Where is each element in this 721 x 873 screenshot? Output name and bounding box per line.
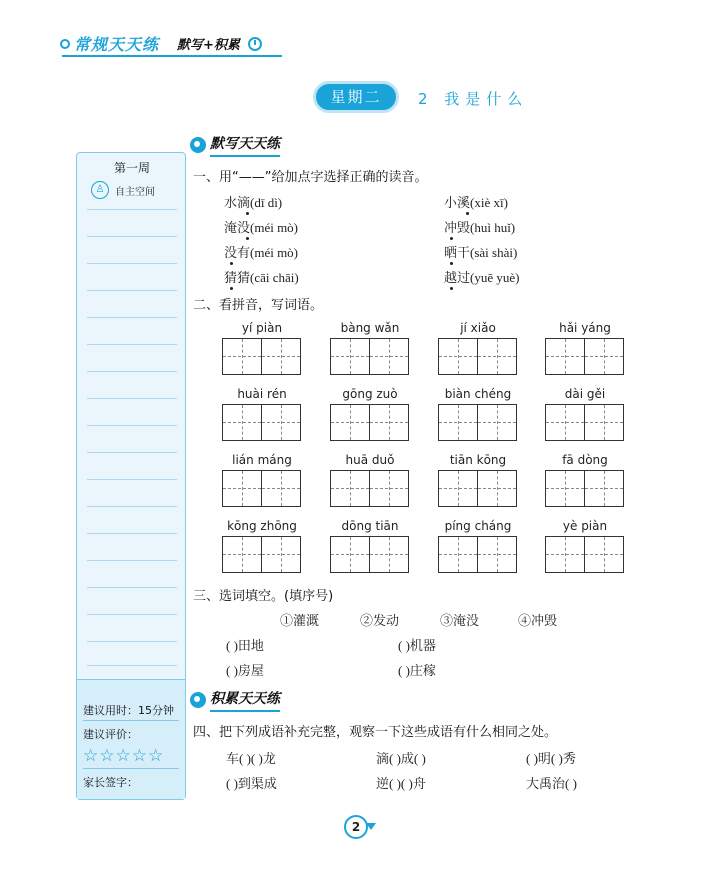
q1-item: 小溪(xiè xī) [444, 195, 508, 210]
writing-grid[interactable] [438, 338, 518, 375]
section-accumulation-label: 积累天天练 [210, 688, 280, 712]
pinyin-label: biàn chéng [444, 387, 512, 401]
star-icon[interactable]: ☆ [99, 746, 115, 766]
note-line [87, 398, 177, 399]
self-space [91, 181, 155, 199]
emphasis-dot [450, 287, 453, 290]
pinyin-label: lián máng [232, 453, 292, 467]
q4-idiom[interactable]: 车( )( )龙 [226, 751, 276, 766]
note-line [87, 587, 177, 588]
star-icon[interactable]: ☆ [115, 746, 131, 766]
person-icon: ♙ [91, 181, 109, 199]
note-line [87, 344, 177, 345]
pinyin-label: hǎi yáng [559, 321, 611, 335]
q3-blank[interactable]: ( )机器 [398, 638, 436, 653]
q1-title: 一、用“——”给加点字选择正确的读音。 [193, 170, 428, 185]
emphasis-dot [246, 212, 249, 215]
q1-item: 水滴(dī dì) [224, 195, 283, 210]
emphasis-dot [246, 237, 249, 240]
series-title: 常规天天练 [74, 35, 160, 54]
suggested-time: 建议用时：15分钟 [83, 704, 174, 717]
day-badge: 星期二 [313, 81, 399, 113]
q4-idiom[interactable]: 滴( )成( ) [376, 751, 426, 766]
q1-item: 猜猜(cāi chāi) [224, 270, 299, 285]
sidebar-footer [77, 679, 185, 799]
pinyin-label: bàng wǎn [340, 321, 400, 335]
q3-option: ①灌溉 [280, 613, 320, 628]
note-line [87, 452, 177, 453]
note-line [87, 506, 177, 507]
q4-idiom[interactable]: 逆( )( )舟 [376, 776, 426, 791]
writing-grid[interactable] [438, 470, 518, 507]
q4-idiom[interactable]: 大禹治( ) [526, 776, 577, 791]
page-number: 2 [344, 815, 368, 839]
writing-grid[interactable] [222, 404, 302, 441]
q3-blank[interactable]: ( )庄稼 [398, 663, 436, 678]
writing-grid[interactable] [330, 536, 410, 573]
writing-grid[interactable] [545, 338, 625, 375]
section-accumulation-title [190, 688, 280, 712]
section-icon [190, 137, 206, 153]
parent-signature-label: 家长签字： [83, 776, 138, 789]
note-line [87, 479, 177, 480]
note-line [87, 263, 177, 264]
pinyin-label: yè piàn [562, 519, 608, 533]
writing-grid[interactable] [438, 404, 518, 441]
note-line [87, 641, 177, 642]
note-line [87, 371, 177, 372]
q3-option: ②发动 [360, 613, 400, 628]
pinyin-label: gōng zuò [342, 387, 398, 401]
pinyin-label: dài gěi [564, 387, 606, 401]
writing-grid[interactable] [545, 470, 625, 507]
note-line [87, 209, 177, 210]
writing-grid[interactable] [222, 338, 302, 375]
writing-grid[interactable] [222, 536, 302, 573]
writing-grid[interactable] [330, 404, 410, 441]
q4-idiom[interactable]: ( )明( )秀 [526, 751, 576, 766]
note-line [87, 236, 177, 237]
star-icon[interactable]: ☆ [131, 746, 147, 766]
writing-grid[interactable] [330, 470, 410, 507]
pinyin-label: huài rén [237, 387, 287, 401]
note-line [87, 614, 177, 615]
pinyin-label: píng cháng [444, 519, 512, 533]
q2-title: 二、看拼音，写词语。 [193, 298, 324, 313]
writing-grid[interactable] [438, 536, 518, 573]
q1-item: 越过(yuē yuè) [444, 270, 520, 285]
section-icon [190, 692, 206, 708]
note-line [87, 665, 177, 666]
pinyin-label: fā dòng [562, 453, 608, 467]
emphasis-dot [466, 212, 469, 215]
pinyin-label: jí xiǎo [460, 321, 496, 335]
pinyin-label: tiān kōng [449, 453, 507, 467]
star-icon[interactable]: ☆ [148, 746, 164, 766]
clock-icon [248, 37, 262, 51]
q4-idiom[interactable]: ( )到渠成 [226, 776, 277, 791]
note-line [87, 560, 177, 561]
q4-title: 四、把下列成语补充完整，观察一下这些成语有什么相同之处。 [193, 725, 558, 740]
writing-grid[interactable] [545, 404, 625, 441]
q1-item: 淹没(méi mò) [224, 220, 299, 235]
q1-item: 没有(méi mò) [224, 245, 299, 260]
note-line [87, 425, 177, 426]
q3-blank[interactable]: ( )田地 [226, 638, 264, 653]
q3-title: 三、选词填空。(填序号) [193, 589, 334, 604]
footer-divider [83, 768, 179, 769]
emphasis-dot [450, 237, 453, 240]
header-underline [62, 55, 282, 57]
q3-blank[interactable]: ( )房屋 [226, 663, 264, 678]
week-label: 第一周 [113, 161, 150, 175]
writing-grid[interactable] [545, 536, 625, 573]
note-line [87, 290, 177, 291]
note-line [87, 533, 177, 534]
section-dictation-title [190, 133, 280, 157]
pinyin-label: yí piàn [241, 321, 283, 335]
emphasis-dot [230, 262, 233, 265]
note-line [87, 317, 177, 318]
sidebar [76, 152, 186, 800]
pinyin-label: huā duǒ [345, 453, 395, 467]
q3-option: ④冲毁 [518, 613, 558, 628]
evaluation-label: 建议评价： [83, 728, 138, 741]
q3-option: ③淹没 [440, 613, 480, 628]
self-space-label: 自主空间 [115, 186, 155, 198]
series-subtitle: 默写+积累 [177, 38, 240, 53]
lesson-title: 2 我是什么 [418, 90, 529, 108]
header-bullet-icon [60, 39, 70, 49]
q1-item: 冲毁(huì huǐ) [444, 220, 516, 235]
pinyin-label: kōng zhōng [227, 519, 297, 533]
q1-item: 晒干(sài shài) [444, 245, 518, 260]
writing-grid[interactable] [330, 338, 410, 375]
footer-divider [83, 720, 179, 721]
emphasis-dot [230, 287, 233, 290]
page-arrow-icon [366, 823, 376, 830]
pinyin-label: dōng tiān [341, 519, 399, 533]
section-dictation-label: 默写天天练 [210, 133, 280, 157]
star-icon[interactable]: ☆ [83, 746, 99, 766]
rating-stars[interactable] [83, 748, 163, 765]
series-header [60, 32, 262, 55]
emphasis-dot [450, 262, 453, 265]
writing-grid[interactable] [222, 470, 302, 507]
